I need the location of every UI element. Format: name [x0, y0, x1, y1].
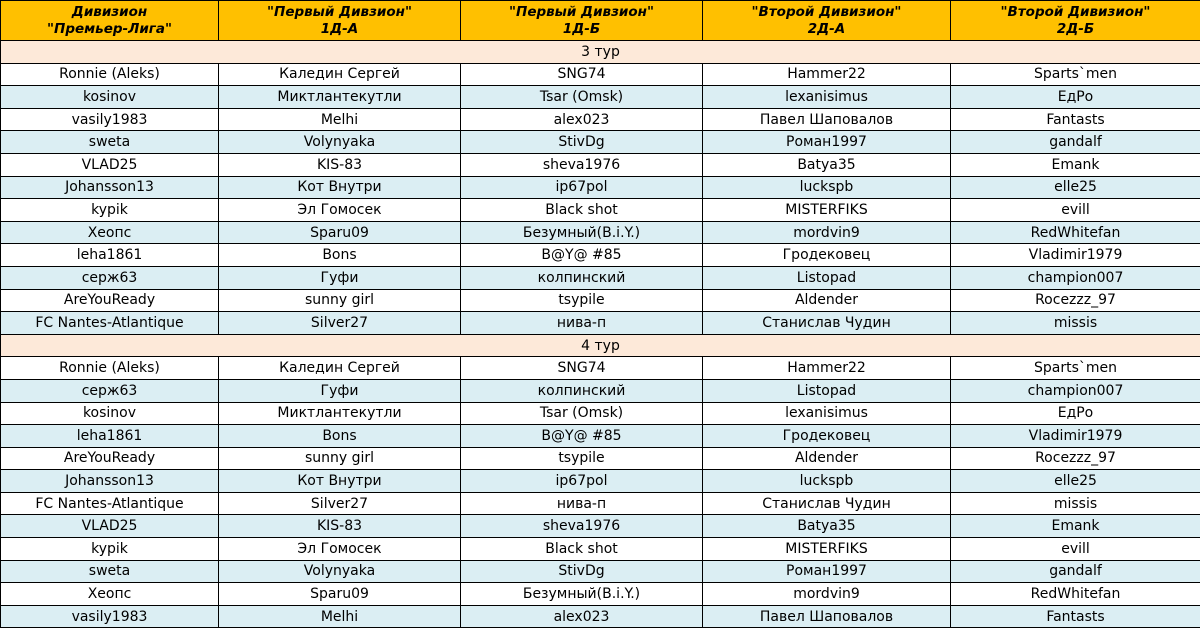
- premier-league-cell[interactable]: [1, 176, 219, 199]
- cell-text: Emank: [1051, 518, 1100, 535]
- premier-league-cell[interactable]: [1, 199, 219, 222]
- premier-league-cell[interactable]: [1, 515, 219, 538]
- premier-league-cell[interactable]: [1, 402, 219, 425]
- cell-text: FC Nantes-Atlantique: [35, 314, 184, 331]
- second-division-a-cell[interactable]: [703, 289, 951, 312]
- second-division-b-cell[interactable]: [951, 86, 1200, 109]
- cell-text: Hammer22: [787, 66, 866, 83]
- cell-text: missis: [1053, 495, 1098, 512]
- cell-text: Эл Гомосек: [297, 201, 382, 218]
- first-division-a-cell[interactable]: [219, 108, 461, 131]
- round-label[interactable]: 3 тур: [1, 41, 1200, 64]
- cell-text: elle25: [1054, 179, 1097, 196]
- cell-text: Volynyaka: [303, 134, 376, 151]
- premier-league-cell[interactable]: [1, 605, 219, 628]
- cell-text: Bons: [322, 427, 357, 444]
- first-division-b-cell[interactable]: [461, 108, 703, 131]
- table-row: [1, 605, 1200, 628]
- second-division-a-cell[interactable]: [703, 221, 951, 244]
- cell-text: elle25: [1054, 473, 1097, 490]
- second-division-b-cell[interactable]: [951, 108, 1200, 131]
- cell-text: Rocezzz_97: [1035, 450, 1116, 467]
- first-division-a-cell[interactable]: [219, 515, 461, 538]
- table-row: [1, 244, 1200, 267]
- cell-text: Volynyaka: [303, 563, 376, 580]
- second-division-b-cell[interactable]: [951, 289, 1200, 312]
- first-division-a-cell[interactable]: [219, 176, 461, 199]
- cell-text: Listopad: [796, 269, 857, 286]
- second-division-b-cell[interactable]: [951, 244, 1200, 267]
- cell-text: Silver27: [310, 495, 369, 512]
- second-division-b-cell[interactable]: [951, 199, 1200, 222]
- premier-league-cell[interactable]: [1, 266, 219, 289]
- cell-text: sunny girl: [304, 292, 375, 309]
- second-division-a-cell[interactable]: [703, 108, 951, 131]
- cell-text: lexanisimus: [785, 405, 868, 422]
- cell-text: RedWhitefan: [1030, 224, 1121, 241]
- cell-text: Каледин Сергей: [279, 66, 400, 83]
- cell-text: Vladimir1979: [1028, 427, 1123, 444]
- header-first-division-b[interactable]: [461, 1, 703, 41]
- second-division-a-cell[interactable]: [703, 266, 951, 289]
- cell-text: champion007: [1027, 269, 1124, 286]
- cell-text: Melhi: [320, 111, 359, 128]
- second-division-a-cell[interactable]: [703, 379, 951, 402]
- first-division-a-cell[interactable]: [219, 583, 461, 606]
- cell-text: kypik: [91, 201, 128, 218]
- premier-league-cell[interactable]: [1, 153, 219, 176]
- first-division-b-cell[interactable]: [461, 86, 703, 109]
- second-division-b-cell[interactable]: [951, 605, 1200, 628]
- cell-text: Кот Внутри: [297, 473, 382, 490]
- cell-text: KIS-83: [316, 156, 363, 173]
- cell-text: Безумный(B.i.Y.): [522, 586, 641, 603]
- second-division-a-cell[interactable]: [703, 63, 951, 86]
- first-division-b-cell[interactable]: [461, 63, 703, 86]
- cell-text: Batya35: [797, 156, 856, 173]
- table-row: [1, 86, 1200, 109]
- premier-league-cell[interactable]: [1, 108, 219, 131]
- second-division-b-cell[interactable]: [951, 312, 1200, 335]
- cell-text: Aldender: [794, 292, 859, 309]
- second-division-b-cell[interactable]: [951, 425, 1200, 448]
- first-division-a-cell[interactable]: [219, 153, 461, 176]
- first-division-a-cell[interactable]: [219, 379, 461, 402]
- table-row: [1, 492, 1200, 515]
- header-line2: "Премьер-Лига": [46, 20, 172, 37]
- cell-text: Ronnie (Aleks): [59, 360, 160, 377]
- cell-text: колпинский: [537, 382, 626, 399]
- cell-text: kosinov: [82, 88, 137, 105]
- cell-text: evill: [1061, 201, 1090, 218]
- first-division-b-cell[interactable]: [461, 153, 703, 176]
- first-division-a-cell[interactable]: [219, 425, 461, 448]
- cell-text: Хеопс: [87, 224, 132, 241]
- table-row: [1, 538, 1200, 561]
- cell-text: Миктлантекутли: [277, 405, 402, 422]
- first-division-a-cell[interactable]: [219, 289, 461, 312]
- cell-text: KIS-83: [316, 518, 363, 535]
- second-division-b-cell[interactable]: [951, 379, 1200, 402]
- cell-text: Black shot: [545, 201, 618, 218]
- second-division-b-cell[interactable]: [951, 470, 1200, 493]
- cell-text: ip67pol: [555, 179, 608, 196]
- first-division-a-cell[interactable]: [219, 492, 461, 515]
- table-row: [1, 176, 1200, 199]
- cell-text: Johansson13: [65, 473, 154, 490]
- header-first-division-a[interactable]: [219, 1, 461, 41]
- cell-text: sunny girl: [304, 450, 375, 467]
- cell-text: gandalf: [1049, 563, 1102, 580]
- cell-text: Кот Внутри: [297, 179, 382, 196]
- cell-text: VLAD25: [81, 518, 138, 535]
- first-division-b-cell[interactable]: [461, 289, 703, 312]
- first-division-a-cell[interactable]: [219, 221, 461, 244]
- header-line2: 1Д-Б: [562, 20, 601, 37]
- second-division-a-cell[interactable]: [703, 515, 951, 538]
- table-row: [1, 379, 1200, 402]
- cell-text: vasily1983: [71, 111, 148, 128]
- cell-text: Melhi: [320, 608, 359, 625]
- second-division-b-cell[interactable]: [951, 153, 1200, 176]
- first-division-b-cell[interactable]: [461, 176, 703, 199]
- cell-text: Станислав Чудин: [762, 314, 891, 331]
- cell-text: Listopad: [796, 382, 857, 399]
- cell-text: Sparu09: [310, 224, 369, 241]
- first-division-b-cell[interactable]: [461, 492, 703, 515]
- first-division-b-cell[interactable]: [461, 402, 703, 425]
- cell-text: Эл Гомосек: [297, 540, 382, 557]
- table-row: [1, 425, 1200, 448]
- cell-text: sweta: [88, 563, 131, 580]
- cell-text: luckspb: [799, 473, 854, 490]
- first-division-a-cell[interactable]: [219, 266, 461, 289]
- second-division-a-cell[interactable]: [703, 402, 951, 425]
- second-division-b-cell[interactable]: [951, 266, 1200, 289]
- second-division-b-cell[interactable]: [951, 63, 1200, 86]
- round-row: [1, 334, 1200, 357]
- first-division-a-cell[interactable]: [219, 560, 461, 583]
- cell-text: champion007: [1027, 382, 1124, 399]
- premier-league-cell[interactable]: [1, 131, 219, 154]
- header-row: [1, 1, 1200, 41]
- second-division-a-cell[interactable]: [703, 492, 951, 515]
- first-division-b-cell[interactable]: [461, 425, 703, 448]
- first-division-b-cell[interactable]: [461, 221, 703, 244]
- first-division-b-cell[interactable]: [461, 560, 703, 583]
- premier-league-cell[interactable]: [1, 221, 219, 244]
- first-division-b-cell[interactable]: [461, 583, 703, 606]
- second-division-a-cell[interactable]: [703, 583, 951, 606]
- second-division-b-cell[interactable]: [951, 492, 1200, 515]
- second-division-b-cell[interactable]: [951, 357, 1200, 380]
- cell-text: sweta: [88, 134, 131, 151]
- cell-text: sheva1976: [542, 156, 621, 173]
- round-label[interactable]: 4 тур: [1, 334, 1200, 357]
- first-division-a-cell[interactable]: [219, 63, 461, 86]
- cell-text: серж63: [81, 269, 138, 286]
- first-division-b-cell[interactable]: [461, 538, 703, 561]
- second-division-b-cell[interactable]: [951, 583, 1200, 606]
- cell-text: vasily1983: [71, 608, 148, 625]
- cell-text: Batya35: [797, 518, 856, 535]
- first-division-b-cell[interactable]: [461, 244, 703, 267]
- cell-text: Каледин Сергей: [279, 360, 400, 377]
- second-division-a-cell[interactable]: [703, 312, 951, 335]
- cell-text: AreYouReady: [63, 292, 156, 309]
- second-division-b-cell[interactable]: [951, 447, 1200, 470]
- cell-text: StivDg: [558, 134, 605, 151]
- first-division-b-cell[interactable]: [461, 379, 703, 402]
- premier-league-cell[interactable]: [1, 470, 219, 493]
- first-division-b-cell[interactable]: [461, 515, 703, 538]
- header-second-division-a[interactable]: [703, 1, 951, 41]
- cell-text: Sparu09: [310, 586, 369, 603]
- table-row: [1, 131, 1200, 154]
- cell-text: Гуфи: [320, 269, 359, 286]
- cell-text: Hammer22: [787, 360, 866, 377]
- cell-text: Bons: [322, 247, 357, 264]
- header-line1: "Второй Дивизион": [751, 3, 902, 20]
- second-division-a-cell[interactable]: [703, 244, 951, 267]
- first-division-a-cell[interactable]: [219, 447, 461, 470]
- cell-text: Tsar (Omsk): [539, 405, 624, 422]
- premier-league-cell[interactable]: [1, 560, 219, 583]
- cell-text: ip67pol: [555, 473, 608, 490]
- cell-text: SNG74: [557, 66, 606, 83]
- cell-text: Безумный(B.i.Y.): [522, 224, 641, 241]
- header-line1: Дивизион: [71, 3, 148, 20]
- second-division-a-cell[interactable]: [703, 176, 951, 199]
- cell-text: Aldender: [794, 450, 859, 467]
- second-division-a-cell[interactable]: [703, 425, 951, 448]
- premier-league-cell[interactable]: [1, 357, 219, 380]
- header-line1: "Первый Дивзион": [266, 3, 413, 20]
- first-division-b-cell[interactable]: [461, 470, 703, 493]
- cell-text: Хеопс: [87, 586, 132, 603]
- first-division-a-cell[interactable]: [219, 244, 461, 267]
- second-division-a-cell[interactable]: [703, 86, 951, 109]
- cell-text: Павел Шаповалов: [759, 608, 894, 625]
- second-division-a-cell[interactable]: [703, 447, 951, 470]
- cell-text: VLAD25: [81, 156, 138, 173]
- table-row: [1, 266, 1200, 289]
- first-division-b-cell[interactable]: [461, 131, 703, 154]
- header-line1: "Первый Дивзион": [508, 3, 655, 20]
- table-row: [1, 289, 1200, 312]
- table-row: [1, 199, 1200, 222]
- table-row: [1, 221, 1200, 244]
- second-division-a-cell[interactable]: [703, 199, 951, 222]
- first-division-b-cell[interactable]: [461, 199, 703, 222]
- cell-text: lexanisimus: [785, 88, 868, 105]
- cell-text: alex023: [553, 608, 610, 625]
- cell-text: Роман1997: [786, 134, 867, 151]
- table-row: [1, 357, 1200, 380]
- cell-text: MISTERFIKS: [785, 201, 868, 218]
- first-division-a-cell[interactable]: [219, 357, 461, 380]
- cell-text: Ronnie (Aleks): [59, 66, 160, 83]
- round-row: [1, 41, 1200, 64]
- table-row: [1, 153, 1200, 176]
- cell-text: tsypile: [558, 292, 605, 309]
- cell-text: Tsar (Omsk): [539, 88, 624, 105]
- table-body: [1, 41, 1200, 628]
- cell-text: StivDg: [558, 563, 605, 580]
- cell-text: MISTERFIKS: [785, 540, 868, 557]
- first-division-a-cell[interactable]: [219, 470, 461, 493]
- first-division-a-cell[interactable]: [219, 131, 461, 154]
- cell-text: нива-п: [556, 495, 607, 512]
- header-line1: "Второй Дивизион": [1000, 3, 1151, 20]
- cell-text: FC Nantes-Atlantique: [35, 495, 184, 512]
- cell-text: Black shot: [545, 540, 618, 557]
- second-division-a-cell[interactable]: [703, 357, 951, 380]
- cell-text: Станислав Чудин: [762, 495, 891, 512]
- premier-league-cell[interactable]: [1, 447, 219, 470]
- first-division-a-cell[interactable]: [219, 86, 461, 109]
- cell-text: gandalf: [1049, 134, 1102, 151]
- first-division-a-cell[interactable]: [219, 312, 461, 335]
- cell-text: leha1861: [76, 247, 143, 264]
- cell-text: Sparts`men: [1033, 360, 1117, 377]
- table-row: [1, 560, 1200, 583]
- first-division-a-cell[interactable]: [219, 199, 461, 222]
- second-division-b-cell[interactable]: [951, 131, 1200, 154]
- header-premier-league[interactable]: [1, 1, 219, 41]
- header-line2: 2Д-Б: [1056, 20, 1095, 37]
- premier-league-cell[interactable]: [1, 425, 219, 448]
- cell-text: B@Y@ #85: [541, 427, 622, 444]
- cell-text: Fantasts: [1046, 111, 1105, 128]
- cell-text: evill: [1061, 540, 1090, 557]
- table-row: [1, 515, 1200, 538]
- cell-text: AreYouReady: [63, 450, 156, 467]
- first-division-a-cell[interactable]: [219, 605, 461, 628]
- cell-text: Vladimir1979: [1028, 247, 1123, 264]
- second-division-b-cell[interactable]: [951, 515, 1200, 538]
- table-row: [1, 108, 1200, 131]
- cell-text: Rocezzz_97: [1035, 292, 1116, 309]
- cell-text: tsypile: [558, 450, 605, 467]
- second-division-a-cell[interactable]: [703, 153, 951, 176]
- premier-league-cell[interactable]: [1, 538, 219, 561]
- cell-text: alex023: [553, 111, 610, 128]
- cell-text: SNG74: [557, 360, 606, 377]
- premier-league-cell[interactable]: [1, 379, 219, 402]
- cell-text: колпинский: [537, 269, 626, 286]
- cell-text: mordvin9: [793, 224, 860, 241]
- table-row: [1, 447, 1200, 470]
- first-division-b-cell[interactable]: [461, 357, 703, 380]
- header-line2: 1Д-А: [320, 20, 359, 37]
- cell-text: Emank: [1051, 156, 1100, 173]
- premier-league-cell[interactable]: [1, 244, 219, 267]
- cell-text: missis: [1053, 314, 1098, 331]
- table-row: [1, 402, 1200, 425]
- premier-league-cell[interactable]: [1, 86, 219, 109]
- premier-league-cell[interactable]: [1, 63, 219, 86]
- cell-text: Роман1997: [786, 563, 867, 580]
- header-line2: 2Д-А: [807, 20, 846, 37]
- second-division-b-cell[interactable]: [951, 560, 1200, 583]
- second-division-a-cell[interactable]: [703, 538, 951, 561]
- cell-text: Миктлантекутли: [277, 88, 402, 105]
- cell-text: ЕдРо: [1057, 405, 1094, 422]
- cell-text: Павел Шаповалов: [759, 111, 894, 128]
- premier-league-cell[interactable]: [1, 492, 219, 515]
- premier-league-cell[interactable]: [1, 583, 219, 606]
- cell-text: ЕдРо: [1057, 88, 1094, 105]
- cell-text: Sparts`men: [1033, 66, 1117, 83]
- cell-text: luckspb: [799, 179, 854, 196]
- cell-text: Гродековец: [782, 247, 871, 264]
- first-division-b-cell[interactable]: [461, 266, 703, 289]
- cell-text: серж63: [81, 382, 138, 399]
- table-row: [1, 312, 1200, 335]
- first-division-a-cell[interactable]: [219, 538, 461, 561]
- cell-text: Гродековец: [782, 427, 871, 444]
- second-division-a-cell[interactable]: [703, 605, 951, 628]
- table-row: [1, 470, 1200, 493]
- first-division-a-cell[interactable]: [219, 402, 461, 425]
- second-division-b-cell[interactable]: [951, 221, 1200, 244]
- table-header: [1, 1, 1200, 41]
- cell-text: нива-п: [556, 314, 607, 331]
- first-division-b-cell[interactable]: [461, 312, 703, 335]
- cell-text: Гуфи: [320, 382, 359, 399]
- cell-text: mordvin9: [793, 586, 860, 603]
- cell-text: kosinov: [82, 405, 137, 422]
- cell-text: leha1861: [76, 427, 143, 444]
- table-row: [1, 63, 1200, 86]
- second-division-a-cell[interactable]: [703, 560, 951, 583]
- table-row: [1, 583, 1200, 606]
- second-division-b-cell[interactable]: [951, 176, 1200, 199]
- header-second-division-b[interactable]: [951, 1, 1200, 41]
- premier-league-cell[interactable]: [1, 289, 219, 312]
- cell-text: sheva1976: [542, 518, 621, 535]
- second-division-b-cell[interactable]: [951, 402, 1200, 425]
- first-division-b-cell[interactable]: [461, 447, 703, 470]
- cell-text: B@Y@ #85: [541, 247, 622, 264]
- premier-league-cell[interactable]: [1, 312, 219, 335]
- second-division-b-cell[interactable]: [951, 538, 1200, 561]
- cell-text: RedWhitefan: [1030, 586, 1121, 603]
- cell-text: Fantasts: [1046, 608, 1105, 625]
- first-division-b-cell[interactable]: [461, 605, 703, 628]
- cell-text: Silver27: [310, 314, 369, 331]
- second-division-a-cell[interactable]: [703, 470, 951, 493]
- cell-text: kypik: [91, 540, 128, 557]
- second-division-a-cell[interactable]: [703, 131, 951, 154]
- cell-text: Johansson13: [65, 179, 154, 196]
